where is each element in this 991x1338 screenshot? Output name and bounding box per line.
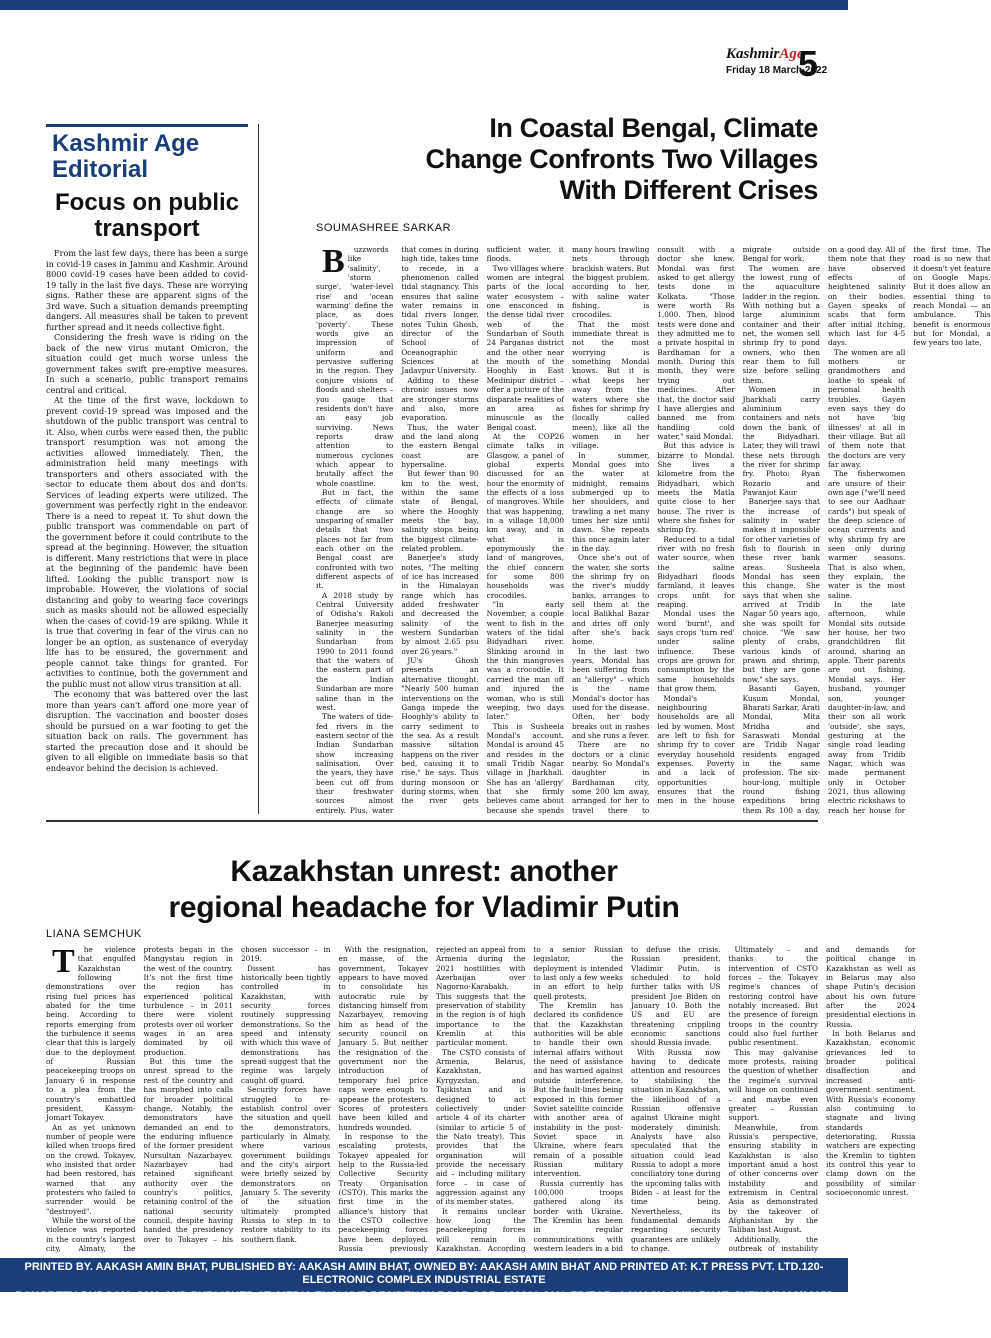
article1-paragraph: Reduced to a tidal river with no fresh water source, when the saline Bidyadhari floods farmland, it leaves crops unfit for reaping.: [657, 534, 735, 610]
article1-dropcap: B: [322, 243, 345, 280]
editorial-paragraph: The economy that was battered over the last more than years can't afford one more year of disruption. The vaccination and booster doses should be pursued on a war footing to get the situation back on rails. The government has started the precaution dose and it should be given to all eligible on immediate basis so that endeavor behind the decision is achieved.: [46, 689, 248, 773]
article2-paragraph: Meanwhile, from Russia's perspective, ensuring stability in Kazakhstan is also important amid a host of other concerns over instability and extremism in Central Asia as demonstrated by the takeover of Afghanistan by the Taliban last August.: [728, 1122, 818, 1235]
article1-paragraph: Thus, the water and the land along the eastern Bengal coast are hypersaline.: [401, 422, 479, 469]
page-number: 5: [797, 43, 818, 84]
article1-paragraph: [316, 245, 393, 488]
article1-paragraph: In the late afternoon, while Mondal sits outside her house, her two grandchildren flit around, sharing an apple. Their parents are out fishing, Mondal says. Her husband, younger son, younger daughter-in-law, and their son all work 'outside', she says, gesturing at the single road leading away from Tridib Nagar, which was made permanent only in October 2021, thus allowing electric rickshaws to reach her house for the first time. The road is so new that it doesn't yet feature on Google Maps. But it does allow an essential thing to reach Mondal — an ambulance. This benefit is enormous but for Mondal, a few years too late.: [827, 245, 991, 815]
article2-paragraph: Additionally, the outbreak of instability and demands for political change in Kazakhstan as well as in Belarus may also shape Putin's decision about his own future after the 2024 presidential elections in Russia.: [728, 945, 916, 1253]
imprint-footer: [0, 1258, 848, 1302]
article2-paragraph: Dissent has historically been tightly controlled in Kazakhstan, with security forces routinely suppressing demonstrations. So the speed and intensity with which this wave of demonstrations has spread suggest that the regime was largely caught off guard.: [241, 963, 331, 1085]
article1-paragraph: Basanti Gayen, Kusum Mondal, Bharati Sarkar, Arati Mondal, Mita Mridha and Saraswati Mondal are Tridib Nagar residents engaged in the same profession. The six-hour-long, multiple round fishing expeditions bring them Rs 100 a day, on a good day. All of them note that they have observed effects of heightened salinity on their bodies. Gayen speaks of scabs that form after initial itching, which last for 4-5 days.: [742, 245, 906, 815]
article2-paragraph: With Russia now having to dedicate attention and resources to stabilising the situation in Kazakhstan, the likelihood of a Russian offensive against Ukraine might moderately diminish. Analysts have also speculated that the situation could lead Russia to adopt a more conciliatory tone during the upcoming talks with Biden – at least for the time being. Nevertheless, its fundamental demands regarding security guarantees are unlikely to change.: [631, 1047, 721, 1253]
article2-paragraph: Security forces have struggled to re-establish control over the situation and quell the demonstrators, particularly in Almaty, where various government buildings and the city's airport were briefly seized by demonstrators on January 5. The severity of the situation ultimately prompted Russia to step in to restore stability to its southern flank.: [241, 1085, 331, 1244]
editorial-paragraph: From the last few days, there has been a surge in covid-19 cases in Jammu and Kashmir. Around 8000 covid-19 cases have been added to covid-19 tally in the last five days. These are worrying signs. Rather these are apparent signs of the 3rd wave. Such a situation demands preempting dangers. All measures shall be taken to prevent further spread and it needs collective fight.: [46, 248, 248, 332]
article1-paragraph: Adding to these chronic issues now are stronger storms and also, more evaporation.: [401, 375, 479, 423]
article1-paragraph: In the last two years, Mondal has been suffering from an "allergy" – which is the name Mondal's doctor has used for the disease. Often, her body breaks out in rashes and she runs a fever.: [571, 646, 650, 740]
imprint-line-1: PRINTED BY. AAKASH AMIN BHAT, PUBLISHED BY: AAKASH AMIN BHAT, OWNED BY: AAKASH AMIN BHAT AND PRINTED AT: K.T PRESS PVT. LTD.120- ELECTRONIC COMPLEX INDUSTRIAL ESTATE: [24, 1261, 824, 1286]
article2-paragraph: While the worst of the violence was reported in the country's largest city, Almaty, the protests began in the Mangystau region in the west of the country. It's not the first time the region has experienced political turbulence – in 2011 there were violent protests over oil worker wages in an area dominated by oil production.: [46, 945, 233, 1253]
article1-lead-text: uzzwords like 'salinity', 'storm surge', 'water-level rise' and 'ocean warming' define the place, as does 'poverty'. These words give an impression of uniform and pervasive suffering in the region. They conjure visions of floods and shelters – you gauge that residents don't have an easy job surviving. News reports draw attention to numerous cyclones which appear to brutally affect the whole coastline.: [316, 245, 394, 488]
article1-paragraph: But fewer than 90 km to the west, within the same state of Bengal, where the Hooghly meets the bay, salinity stops being the biggest climate-related problem.: [401, 469, 479, 553]
article2-paragraph: Ultimately – and thanks to the intervention of CSTO forces – the Tokayev regime's chances of restoring control have notably increased. But the presence of foreign troops in the country could also fuel further public resentment.: [728, 945, 818, 1048]
article1-paragraph: A 2018 study by Central University of Odisha's Rakoli Banerjee measuring salinity in the Sundarban from 1990 to 2011 found that the waters of the eastern part of the Indian Sundarban are more saline than in the west.: [316, 590, 394, 712]
article2-paragraph: The Kremlin has declared its confidence that the Kazakhstan authorities will be able to handle their own internal affairs without the need of assistance and has warned against outside interference. But the fault-lines being exposed in this former Soviet satellite coincide with another area of instability in the post-Soviet space in Ukraine, where fears remain of a possible Russian military intervention.: [533, 1001, 624, 1179]
article1-paragraph: But this advice is bizarre to Mondal. She lives a kilometre from the Bidyadhari, which meets the Matla quite close to her house. The river is where she fishes for shrimp fry.: [657, 441, 735, 535]
article1-paragraph: But in fact, the effects of climate change are so unsparing of smaller details that two places not far from each other on the Bengal coast are confronted with two different aspects of it.: [316, 487, 394, 591]
article2-body: [46, 943, 916, 1260]
editorial-paragraph: At the time of the first wave, lockdown to prevent covid-19 spread was imposed and the shutdown of the public transport was central to it. Also, when curbs were eased then, the public transport resumption was not among the activities allowed immediately. Then, the administration held many meetings with transporters and others associated with the sector to educate them about dos and don'ts. Services of leading experts were utilized. The government was perfectly right in the endeavor. There is a need to repeat it. To shut down the public transport was commendable on part of the government before it could contribute to the spread at the beginning. However, the situation is different. Many restrictions that were in place at the beginning of the pandemic have been lifted. Looking the public transport now is improbable. However, the violations of social distancing and goby to wearing face coverings such as masks should not be allowed especially when the cases of covid-19 are spiking. While it is true that covering in fear of the virus can no longer be an option, as sustenance of everyday life has to be ensured, the government and people cannot take things for granted. For activities to continue, both the government and the public must not allow virus transition at all.: [46, 395, 248, 689]
section-divider: [46, 820, 818, 822]
article2-paragraph: In both Belarus and Kazakhstan, economic grievances led to broader political disaffection and increased anti-government sentiment. With Russia's economy also continuing to stagnate and living standards deteriorating, Russia watchers are expecting the Kremlin to tighten its control this year to clamp down on the possibility of similar socioeconomic unrest.: [826, 1029, 916, 1197]
logo-accent: Age: [779, 46, 804, 62]
article2-paragraph: An as yet unknown number of people were killed when troops fired on the crowd. Tokayev, who insisted that order had been restored, has warned that any protesters who failed to surrender would be "destroyed".: [46, 1122, 136, 1216]
article1-body: [316, 243, 991, 815]
article2-paragraph: Russia currently has 100,000 troops gathered along its border with Ukraine. The Kremlin has been in regular communications with western leaders in a bid to defuse the crisis. Russian president, Vladimir Putin, is scheduled to hold further talks with US president Joe Biden on January 10. Both the US and EU are threatening crippling economic sanctions should Russia invade.: [533, 945, 721, 1253]
article2-paragraph: But this time the unrest spread to the rest of the country and has morphed into calls for broader political change. Notably, the demonstrators have demanded an end to the enduring influence of the former president Nursultan Nazarbayev. Nazarbayev had retained significant authority over the country's politics, retaining control of the national security council, despite having handed the presidency over to Tokayev – his chosen successor – in 2019.: [143, 945, 331, 1244]
article2-headline: [150, 854, 698, 926]
article1-paragraph: "In early November, a couple went to fish in the waters of the tidal Bidyadhari river. Slinking around in the thin mangroves was a crocodile. It carried the man off and injured the woman, who is still weeping, two days later.": [486, 600, 564, 722]
article1-paragraph: In summer, Mondal goes into the water at midnight, remains submerged up to her shoulders, and trawling a net many times her size until dawn. She repeats this once again later in the day.: [571, 450, 650, 553]
editorial-label-text: Kashmir Age Editorial: [52, 130, 200, 183]
article1-paragraph: Mondal uses the word 'burnt', and says crops 'turn red' under saline influence. These crops are grown for consumption by the same households that grow them.: [657, 609, 735, 694]
article2-dropcap: T: [52, 943, 75, 980]
article1-paragraph: At the COP26 climate talks in Glasgow, a panel of global experts discussed for an hour the enormity of the effects of a loss of mangroves. While that was happening, in a village 18,000 km away, and in what is eponymously the land of mangroves, the chief concern for some 800 households was crocodiles.: [486, 431, 564, 600]
editorial-section-label: [46, 124, 248, 191]
article2-lead-text: he violence that engulfed Kazakhstan following demonstrations over rising fuel prices has abated for the time being. According to reports emerging from the turbulence it seems clear that this is largely due to the deployment of Russian peacekeeping troops on January 6 in response to a plea from the country's embattled president, Kassym-Jomart Tokayev.: [46, 945, 136, 1123]
article1-paragraph: The fisherwomen are unsure of their own age ("we'll need to see our Aadhaar cards") but speak of the deep science of ocean currents and why shrimp fry are seen only during warmer seasons. That is also when, they explain, the water is the most saline.: [827, 469, 906, 600]
article1-paragraph: Banerjee's study notes, "The melting of ice has increased in the Himalayan range which has added freshwater and decreased the salinity of the western Sundarban by almost 2.65 psu over 26 years.": [401, 553, 479, 656]
article1-paragraph: Women in Jharkhali carry aluminium containers and nets down the bank of the Bidyadhari. Later, they will trawl these nets through the river for shrimp fry. Photo: Ryan Rozario and Pawanjot Kaur: [742, 385, 820, 497]
editorial-title: Focus on public transport: [55, 189, 239, 242]
article1-paragraph: There are no doctors or a clinic nearby. So Mondal's daughter in Bardhaman city, some 200 km away, arranged for her to travel there to consult with a doctor she knew. Mondal was first asked to get allergy tests done in Kolkata. "Those were worth Rs 1,000. Then, blood tests were done and they admitted me to a private hospital in Bardhaman for a month. During this month, they were trying out medicines. After that, the doctor said I have allergies and banned me from handling cold water," said Mondal.: [571, 245, 735, 815]
article2-paragraph: [46, 945, 136, 1123]
article1-headline: [270, 113, 818, 206]
article2-paragraph: In response to the escalating protests, Tokayev appealed for help to the Russia-led Collective Security Treaty Organisation (CSTO). This marks the first time in the alliance's history that the CSTO collective peacekeeping forces have been deployed. Russia previously rejected an appeal from Armenia during the 2021 hostilities with Azerbaijan over Nagorno-Karabakh. This suggests that the preservation of stability in the region is of high importance to the Kremlin at this particular moment.: [338, 945, 526, 1253]
editorial-paragraph: Considering the fresh wave is riding on the back of the new virus mutant Omicron, the situation could get much worse unless the government takes swift pre-emptive measures. In such a scenario, public transport remains central and critical.: [46, 332, 248, 395]
article1-byline: SOUMASHREE SARKAR: [316, 222, 452, 234]
article1-paragraph: Two villages where women are integral parts of the local water ecosystem – one ensconced in the dense tidal river web of the Sundarban of South 24 Parganas district and the other near the mouth of the Hooghly in East Medinipur district – offer a picture of the disparate realities of an area as minuscule as the Bengal coast.: [486, 263, 564, 432]
article1-headline-line: Change Confronts Two Villages: [425, 144, 818, 174]
top-color-bar: [0, 0, 848, 10]
article1-paragraph: Banerjee says that the increase of salinity in water makes it impossible for other varieties of fish to flourish in these river bank areas. Susheela Mondal has seen this change. She says that when she arrived at Tridib Nagar 50 years ago, she was spoilt for choice. "We saw plenty of crabs, various kinds of prawn and shrimp, but they are gone now," she says.: [742, 497, 820, 684]
article1-paragraph: The women are all mothers or grandmothers and loathe to speak of personal health troubles. Gayen even says they do not have 'big illnesses' at all in their village. But all of them note that the doctors are very far away.: [827, 347, 906, 469]
issue-date: Friday 18 March 2022: [726, 65, 828, 76]
article1-headline-line: In Coastal Bengal, Climate: [489, 113, 818, 143]
article1-paragraph: Once she's out of the water, she sorts the shrimp fry on the river's muddy banks, arranges to sell them at the local Balikhal Bazar and dries off only after she's back home.: [571, 553, 650, 647]
article1-paragraph: Mondal's neighbouring households are all led by women. Most are left to fish for shrimp fry to cover everyday household expenses. Poverty and a lack of opportunities ensures that the men in the house migrate outside Bengal for work.: [657, 245, 820, 806]
imprint-line-2: RANGRETH BUDGAM, J&K. AND PUBLISHED AT: MEDIA ENCLUVE RESIDENCY ROAD SGR. 190001 J&K. EDITOR: AAKASH AMIN BHAT, JKENG/2006/23952: [15, 1290, 833, 1302]
column-divider: [258, 124, 259, 814]
article2-headline-line: regional headache for Vladimir Putin: [168, 891, 680, 924]
article1-paragraph: The women are the lowest rung of the aquaculture ladder in the region. With nothing but a large aluminium container and their net, the women sell shrimp fry to pond owners, who then rear them to full size before selling them.: [742, 263, 820, 385]
article1-paragraph: JU's Ghosh presents an alternative thought. "Nearly 500 human interventions on the Ganga impede the Hooghly's ability to carry sediment to the sea. As a result massive siltation happens on the river bed, causing it to rise," he says. Thus during monsoon or during storms, when the river gets sufficient water, it floods.: [401, 245, 564, 806]
article2-paragraph: The CSTO consists of Armenia, Belarus, Kazakhstan, Kyrgyzstan, and Tajikistan and is designed to act collectively under article 4 of its charter (similar to article 5 of the Nato treaty). This provides that the organisation will provide the necessary aid – including military force – in case of aggression against any of its member states.: [436, 1047, 526, 1207]
article1-paragraph: That the most immediate threat is not the most worrying is something Mondal knows. But it is what keeps her away from the waters where she fishes for shrimp fry (locally called meen), like all the women in her village.: [571, 319, 650, 451]
article1-paragraph: The waters of tide-fed rivers in the eastern sector of the Indian Sundarban show increasing salinisation. Over the years, they have been cut off from their freshwater sources almost entirely. Plus, water that comes in during high tide, takes time to recede, in a phenomenon called tidal stagnancy. This ensures that saline water remains in tidal rivers longer, notes Tuhin Ghosh, director of the School of Oceanographic Sciences at Jadavpur University.: [316, 245, 479, 815]
article2-paragraph: It remains unclear how long the peacekeeping forces will remain in Kazakhstan. According to a senior Russian legislator, the deployment is intended to last only a few weeks in an effort to help quell protests.: [436, 945, 623, 1253]
logo-main: Kashmir: [726, 46, 780, 62]
article2-paragraph: With the resignation, en masse, of the government, Tokayev appears to have moved to consolidate his autocratic rule by distancing himself from Nazarbayev, removing him as head of the security council on January 5. But neither the resignation of the government nor the introduction of temporary fuel price caps were enough to appease the protesters. Scores of protesters have been killed and hundreds wounded.: [338, 945, 428, 1132]
article2-paragraph: This may galvanise more protests, raising the question of whether the regime's survival will hinge on continued – and maybe even greater – Russian support.: [728, 1047, 818, 1123]
article1-paragraph: This is Susheela Mondal's account. Mondal is around 45 and resides in the small Tridib Nagar village in Jharkhali. She has an 'allergy' that she firmly believes came about because she spends many hours trawling nets through brackish waters. But the biggest problem, according to her, with saline water fishing, is crocodiles.: [486, 245, 650, 815]
article2-headline-line: Kazakhstan unrest: another: [230, 855, 618, 888]
article2-byline: LIANA SEMCHUK: [46, 928, 142, 940]
article1-headline-line: With Different Crises: [559, 175, 818, 205]
